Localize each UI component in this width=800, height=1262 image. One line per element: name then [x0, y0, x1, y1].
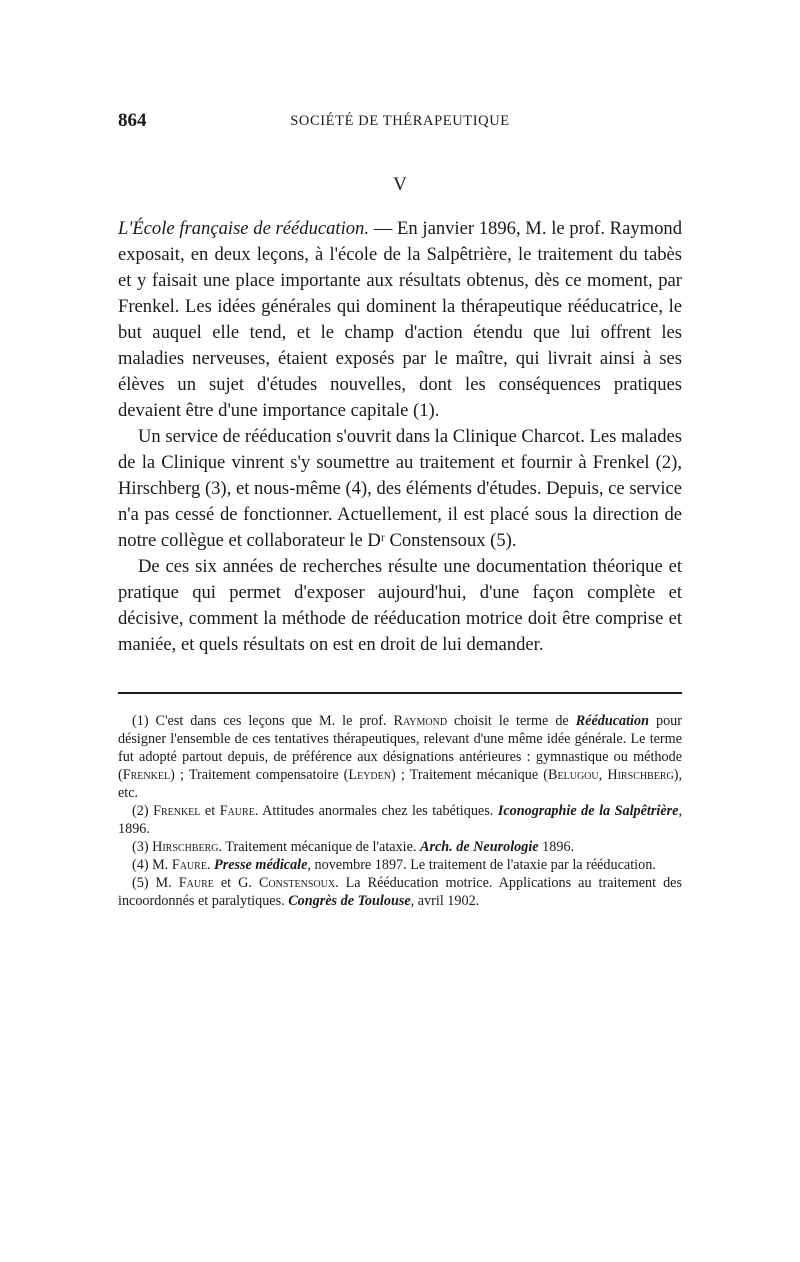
footnote-2: (2) Frenkel et Faure. Attitudes anormales chez les tabétiques. Iconographie de la Salpêtrière, 1896.	[118, 803, 682, 837]
page-number: 864	[118, 110, 147, 131]
paragraph-1	[118, 216, 682, 424]
paragraph-1-text: — En janvier 1896, M. le prof. Raymond exposait, en deux leçons, à l'école de la Salpêtrière, le traitement du tabès et y faisait une place importante aux résultats obtenus, dès ce moment, par Frenkel. Les idées générales qui dominent la thérapeutique rééducatrice, le but auquel elle tend, et le champ d'action étendu que lui offrent les maladies nerveuses, étaient exposés par le maître, qui livrait ainsi à ses élèves un sujet d'études nouvelles, dont les conséquences pratiques devaient être d'une importance capitale (1).	[118, 218, 682, 421]
body-text	[118, 216, 682, 658]
section-number: V	[393, 174, 407, 195]
footnote-5: (5) M. Faure et G. Constensoux. La Rééducation motrice. Applications au traitement des incoordonnés et paralytiques. Congrès de Toulouse, avril 1902.	[118, 875, 682, 909]
footnote-divider	[118, 692, 682, 694]
section-title: L'École française de rééducation.	[118, 218, 370, 239]
footnote-3: (3) Hirschberg. Traitement mécanique de l'ataxie. Arch. de Neurologie 1896.	[132, 839, 575, 855]
footnote-1: (1) C'est dans ces leçons que M. le prof. Raymond choisit le terme de Rééducation pour désigner l'ensemble de ces tentatives thérapeutiques, relevant d'une même idée générale. Le terme fut adopté partout depuis, de préférence aux désignations antérieures : gymnastique ou méthode (Frenkel) ; Traitement compensatoire (Leyden) ; Traitement mécanique (Belugou, Hirschberg), etc.	[118, 713, 683, 801]
footnote-4: (4) M. Faure. Presse médicale, novembre 1897. Le traitement de l'ataxie par la rééducation.	[132, 857, 656, 873]
page-header	[118, 110, 682, 138]
paragraph-3: De ces six années de recherches résulte une documentation théorique et pratique qui permet d'exposer aujourd'hui, d'une façon complète et décisive, comment la méthode de rééducation motrice doit être comprise et maniée, et quels résultats on est en droit de lui demander.	[118, 556, 682, 655]
paragraph-2: Un service de rééducation s'ouvrit dans la Clinique Charcot. Les malades de la Clinique vinrent s'y soumettre au traitement et fournir à Frenkel (2), Hirschberg (3), et nous-même (4), des éléments d'études. Depuis, ce service n'a pas cessé de fonctionner. Actuellement, il est placé sous la direction de notre collègue et collaborateur le Dʳ Constensoux (5).	[118, 426, 682, 551]
book-page	[118, 110, 682, 910]
running-title: SOCIÉTÉ DE THÉRAPEUTIQUE	[290, 113, 510, 129]
footnotes	[118, 712, 682, 910]
